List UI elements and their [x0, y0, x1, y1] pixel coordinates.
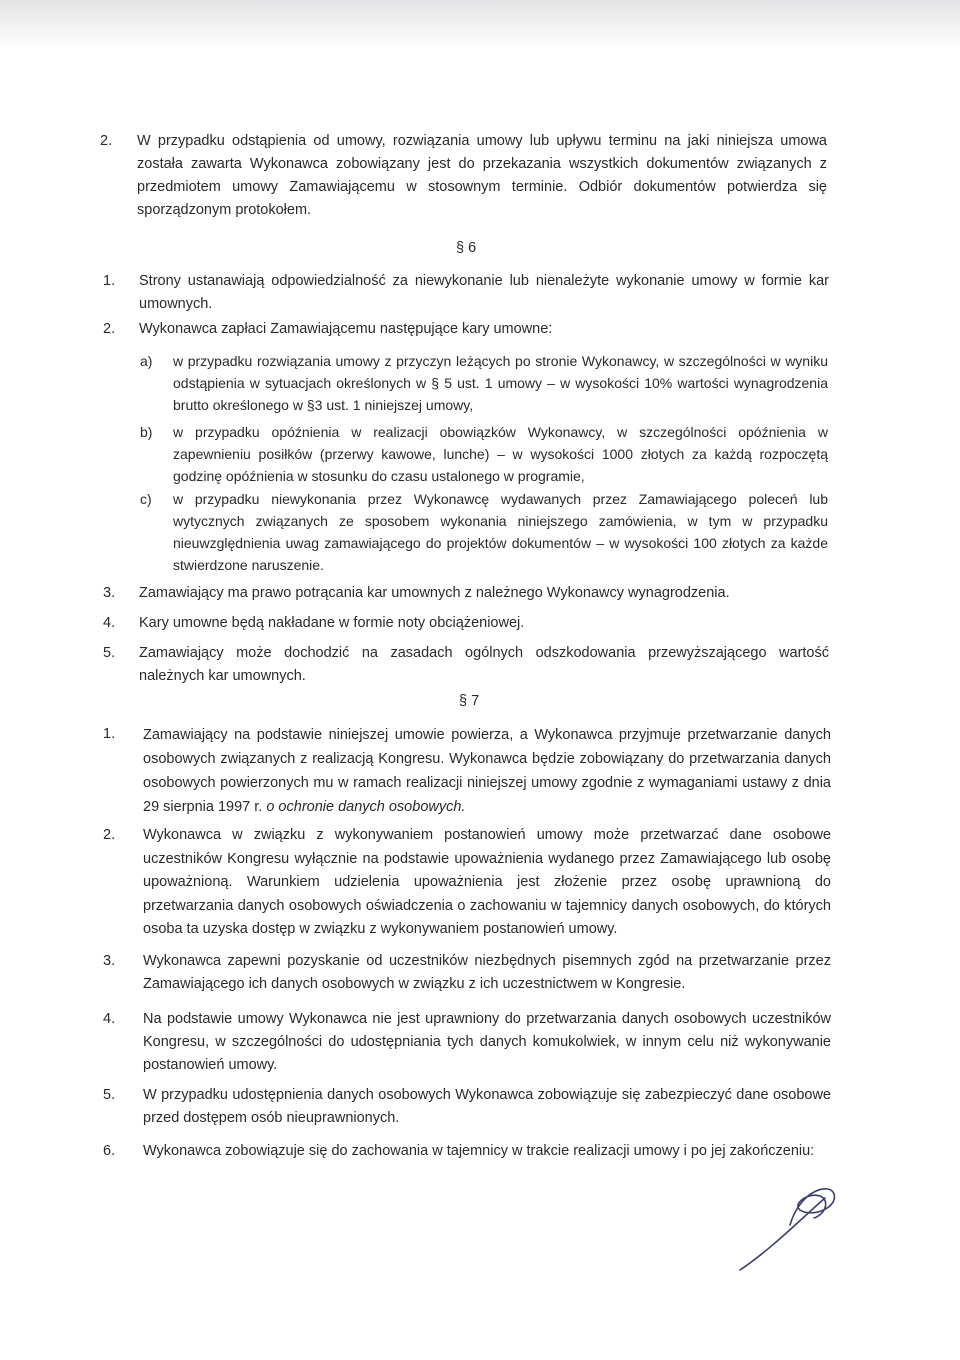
item-text: W przypadku udostępnienia danych osobowych Wykonawca zobowiązuje się zabezpieczyć dane osobowe przed dostępem osób nieuprawnionych.	[143, 1087, 831, 1126]
item-number: 1.	[103, 273, 116, 289]
item-number: 2.	[100, 133, 113, 149]
subitem-letter: b)	[140, 424, 153, 440]
section-6-item-3	[103, 582, 830, 606]
section-6-item-1	[103, 270, 830, 318]
item-text: Wykonawca zobowiązuje się do zachowania w tajemnicy w trakcie realizacji umowy i po jej zakończeniu:	[143, 1143, 815, 1159]
item-text	[143, 723, 831, 819]
item-text: Zamawiający może dochodzić na zasadach ogólnych odszkodowania przewyższającego wartość należnych kar umownych.	[139, 645, 829, 684]
handwritten-signature	[730, 1180, 840, 1280]
item-text: Wykonawca w związku z wykonywaniem postanowień umowy może przetwarzać dane osobowe uczestników Kongresu wyłącznie na podstawie upoważnienia wydanego przez Zamawiającego lub osobę upoważnioną. Warunkiem udzielenia upoważnienia jest złożenie przez osobę uprawnioną do przetwarzania danych osobowych oświadczenia o zachowaniu w tajemnicy danych osobowych, do których osoba ta uzyska dostęp w związku z wykonywaniem postanowień umowy.	[143, 827, 831, 937]
section-7-item-2	[103, 824, 830, 944]
section-6-heading: § 6	[456, 240, 477, 256]
item-number: 3.	[103, 953, 116, 969]
act-title: o ochronie danych osobowych.	[266, 799, 466, 815]
item-number: 1.	[103, 726, 116, 742]
item-text: Zamawiający ma prawo potrącania kar umownych z należnego Wykonawcy wynagrodzenia.	[139, 585, 730, 601]
section-7-item-5	[103, 1084, 830, 1132]
item-text: Strony ustanawiają odpowiedzialność za niewykonanie lub nienależyte wykonanie umowy w formie kar umownych.	[139, 273, 829, 312]
item-number: 4.	[103, 615, 116, 631]
section-7-item-4	[103, 1008, 830, 1080]
section-7-heading: § 7	[459, 693, 480, 709]
item-number: 2.	[103, 827, 116, 843]
subitem-letter: a)	[140, 353, 153, 369]
item-number: 4.	[103, 1011, 116, 1027]
section-6-subitem-c	[140, 488, 830, 578]
item-text: Wykonawca zapewni pozyskanie od uczestników niezbędnych pisemnych zgód na przetwarzanie przez Zamawiającego ich danych osobowych w związku z ich uczestnictwem w Kongresie.	[143, 953, 831, 992]
subitem-text: w przypadku niewykonania przez Wykonawcę wydawanych przez Zamawiającego poleceń lub wytycznych związanych ze sposobem wykonania niniejszego zamówienia, w tym w przypadku nieuwzględnienia uwag zamawiającego do projektów dokumentów – w wysokości 100 złotych za każde stwierdzone naruszenie.	[173, 491, 828, 573]
section-6-item-2	[103, 318, 830, 342]
section-6-item-4	[103, 612, 830, 636]
item-number: 5.	[103, 1087, 116, 1103]
section-6-subitem-b	[140, 421, 830, 489]
item-number: 2.	[103, 321, 116, 337]
section-6-item-5	[103, 642, 830, 690]
section-7-item-3	[103, 950, 830, 998]
section-7-item-1	[103, 723, 830, 819]
subitem-text: w przypadku opóźnienia w realizacji obowiązków Wykonawcy, w szczególności opóźnienia w zapewnieniu posiłków (przerwy kawowe, lunche) – w wysokości 1000 złotych za każdą rozpoczętą godzinę opóźnienia w stosunku do czasu ustalonego w programie,	[173, 424, 828, 484]
subitem-text: w przypadku rozwiązania umowy z przyczyn leżących po stronie Wykonawcy, w szczególności w wyniku odstąpienia w sytuacjach określonych w § 5 ust. 1 umowy – w wysokości 10% wartości wynagrodzenia brutto określonego w §3 ust. 1 niniejszej umowy,	[173, 353, 828, 413]
paragraph-2-termination	[100, 130, 830, 225]
section-6-subitem-a	[140, 350, 830, 418]
section-7-item-6	[103, 1140, 830, 1188]
item-text: Kary umowne będą nakładane w formie noty obciążeniowej.	[139, 615, 525, 631]
item-number: 3.	[103, 585, 116, 601]
item-text: Na podstawie umowy Wykonawca nie jest uprawniony do przetwarzania danych osobowych uczestników Kongresu, w szczególności do udostępniania tych danych komukolwiek, w innym celu niż wykonywanie postanowień umowy.	[143, 1011, 831, 1073]
item-text: W przypadku odstąpienia od umowy, rozwiązania umowy lub upływu terminu na jaki niniejsza umowa została zawarta Wykonawca zobowiązany jest do przekazania wszystkich dokumentów związanych z przedmiotem umowy Zamawiającemu w stosownym terminie. Odbiór dokumentów potwierdza się sporządzonym protokołem.	[137, 133, 827, 218]
item-number: 5.	[103, 645, 116, 661]
item-number: 6.	[103, 1143, 116, 1159]
subitem-letter: c)	[140, 491, 152, 507]
item-text-main: Zamawiający na podstawie niniejszej umowie powierza, a Wykonawca przyjmuje przetwarzanie danych osobowych związanych z realizacją Kongresu. Wykonawca będzie zobowiązany do przetwarzania danych osobowych powierzonych mu w ramach realizacji niniejszej umowy zgodnie z wymaganiami ustawy z dnia 29 sierpnia 1997 r.	[143, 727, 831, 815]
item-text: Wykonawca zapłaci Zamawiającemu następujące kary umowne:	[139, 321, 553, 337]
